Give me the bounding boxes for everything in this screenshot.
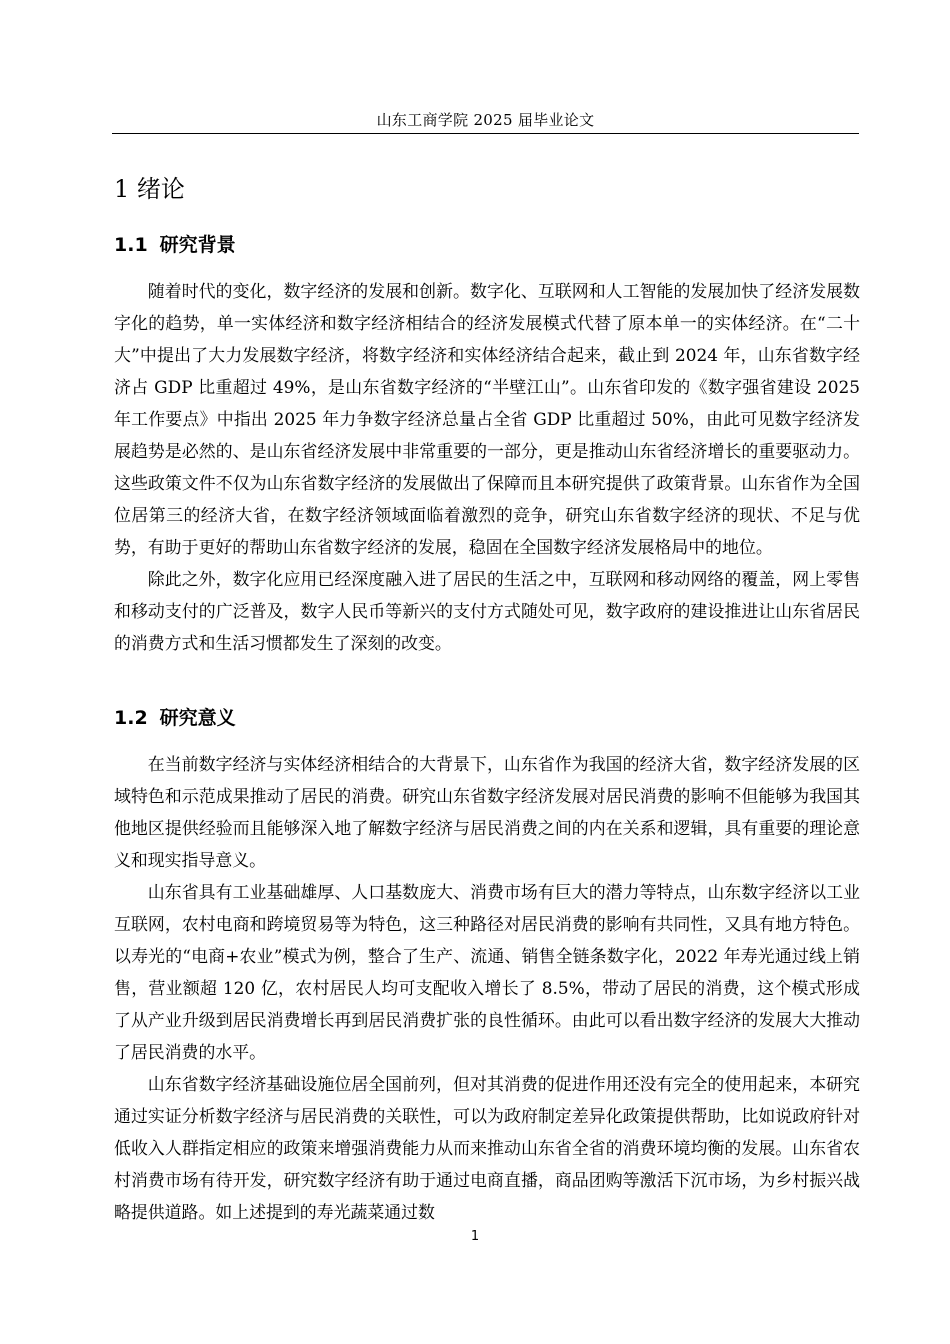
running-header: 山东工商学院 2025 届毕业论文 [376,111,595,129]
section-1-1-body [114,275,860,659]
section-title-text: 研究背景 [159,234,236,256]
section-heading-1-1 [114,232,236,258]
header-rule [112,133,859,134]
paragraph: 山东省数字经济基础设施位居全国前列，但对其消费的促进作用还没有完全的使用起来，本研究通过实证分析数字经济与居民消费的关联性，可以为政府制定差异化政策提供帮助，比如说政府针对低收入人群指定相应的政策来增强消费能力从而来推动山东省全省的消费环境均衡的发展。山东省农村消费市场有待开发，研究数字经济有助于通过电商直播，商品团购等激活下沉市场，为乡村振兴战略提供道路。如上述提到的寿光蔬菜通过数 [114,1074,860,1222]
paragraph: 除此之外，数字化应用已经深度融入进了居民的生活之中，互联网和移动网络的覆盖，网上零售和移动支付的广泛普及，数字人民币等新兴的支付方式随处可见，数字政府的建设推进让山东省居民的消费方式和生活习惯都发生了深刻的改变。 [114,569,860,653]
section-heading-1-2 [114,705,236,731]
section-1-2-body [114,748,860,1228]
section-title-text: 研究意义 [159,707,236,729]
section-number: 1.2 [114,707,148,729]
paragraph: 山东省具有工业基础雄厚、人口基数庞大、消费市场有巨大的潜力等特点，山东数字经济以工业互联网，农村电商和跨境贸易等为特色，这三种路径对居民消费的影响有共同性，又具有地方特色。以寿光的“电商+农业”模式为例，整合了生产、流通、销售全链条数字化，2022 年寿光通过线上销售，营业额超 120 亿，农村居民人均可支配收入增长了 8.5%，带动了居民的消费，这个模式形成了从产业升级到居民消费增长再到居民消费扩张的良性循环。由此可以看出数字经济的发展大大推动了居民消费的水平。 [114,882,860,1062]
paragraph: 随着时代的变化，数字经济的发展和创新。数字化、互联网和人工智能的发展加快了经济发展数字化的趋势，单一实体经济和数字经济相结合的经济发展模式代替了原本单一的实体经济。在“二十大”中提出了大力发展数字经济，将数字经济和实体经济结合起来，截止到 2024 年，山东省数字经济占 GDP 比重超过 49%，是山东省数字经济的“半壁江山”。山东省印发的《数字强省建设 2025 年工作要点》中指出 2025 年力争数字经济总量占全省 GDP 比重超过 50%，由此可见数字经济发展趋势是必然的、是山东省经济发展中非常重要的一部分，更是推动山东省经济增长的重要驱动力。这些政策文件不仅为山东省数字经济的发展做出了保障而且本研究提供了政策背景。山东省作为全国位居第三的经济大省，在数字经济领域面临着激烈的竞争，研究山东省数字经济的现状、不足与优势，有助于更好的帮助山东省数字经济的发展，稳固在全国数字经济发展格局中的地位。 [114,281,860,557]
chapter-title: 1 绪论 [114,175,185,203]
page-number: 1 [470,1229,480,1244]
paragraph: 在当前数字经济与实体经济相结合的大背景下，山东省作为我国的经济大省，数字经济发展的区域特色和示范成果推动了居民的消费。研究山东省数字经济发展对居民消费的影响不但能够为我国其他地区提供经验而且能够深入地了解数字经济与居民消费之间的内在关系和逻辑，具有重要的理论意义和现实指导意义。 [114,754,860,870]
section-number: 1.1 [114,234,148,256]
